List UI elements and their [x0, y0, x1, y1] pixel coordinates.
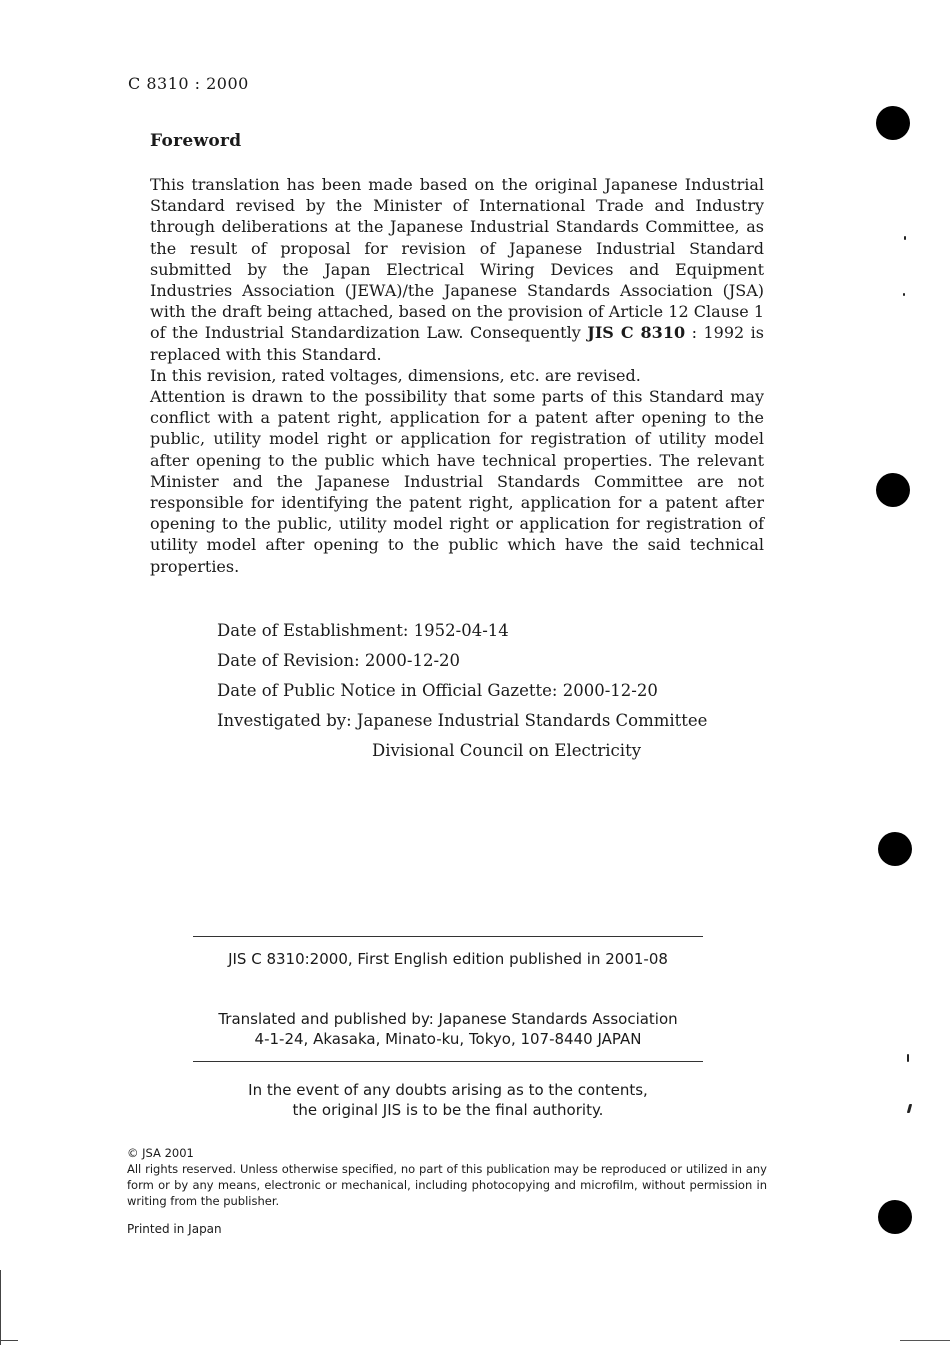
date-of-establishment: Date of Establishment: 1952-04-14 — [217, 621, 509, 640]
foreword-title: Foreword — [150, 131, 242, 151]
date-of-revision: Date of Revision: 2000-12-20 — [217, 651, 461, 670]
authority-note — [193, 1080, 703, 1120]
page-edge-right-bottom — [900, 1340, 950, 1341]
date-of-public-notice: Date of Public Notice in Official Gazette: 2000-12-20 — [217, 681, 658, 700]
printed-in: Printed in Japan — [127, 1222, 222, 1236]
foreword-body — [150, 174, 764, 577]
page-edge-left — [0, 1270, 1, 1345]
document-code-header: C 8310 : 2000 — [128, 74, 249, 93]
punch-hole-4 — [878, 1200, 912, 1234]
punch-hole-2 — [876, 473, 910, 507]
paragraph-1-text-end: : 1992 is replaced with this Standard. — [150, 323, 765, 364]
foreword-paragraph-1 — [150, 174, 764, 365]
divider-top — [193, 936, 703, 937]
scan-speck — [907, 1054, 909, 1062]
publisher-address: 4-1-24, Akasaka, Minato-ku, Tokyo, 107-8440 JAPAN — [254, 1030, 642, 1048]
foreword-paragraph-2: In this revision, rated voltages, dimensions, etc. are revised. — [150, 365, 641, 385]
publisher-block — [193, 1009, 703, 1049]
rights-statement: All rights reserved. Unless otherwise specified, no part of this publication may be reproduced or utilized in any form or by any means, electronic or mechanical, including photocopying and microfilm, without permission in writing from the publisher. — [127, 1162, 767, 1208]
punch-hole-3 — [878, 832, 912, 866]
investigated-by-council: Divisional Council on Electricity — [372, 741, 642, 760]
authority-line-2: the original JIS is to be the final authority. — [292, 1101, 604, 1119]
dates-block — [217, 616, 707, 766]
paragraph-1-text: This translation has been made based on the original Japanese Industrial Standard revised by the Minister of International Trade and Industry through deliberations at the Japanese Industrial Standards Committee, as the result of proposal for revision of Japanese Industrial Standard submitted by the Japan Electrical Wiring Devices and Equipment Industries Association (JEWA)/the Japanese Standards Association (JSA) with the draft being attached, based on the provision of Article 12 Clause 1 of the Industrial Standardization Law. Consequently — [150, 175, 764, 343]
standard-reference: JIS C 8310 — [587, 323, 686, 343]
copyright-notice: © JSA 2001 — [127, 1146, 194, 1160]
authority-line-1: In the event of any doubts arising as to the contents, — [248, 1081, 648, 1099]
page-edge-bottom — [0, 1340, 18, 1341]
copyright-block — [127, 1145, 767, 1209]
scan-speck — [907, 1104, 912, 1113]
divider-bottom — [193, 1061, 703, 1062]
edition-line: JIS C 8310:2000, First English edition published in 2001-08 — [228, 950, 668, 968]
scan-speck — [904, 236, 906, 240]
publisher-name: Translated and published by: Japanese Standards Association — [218, 1010, 678, 1028]
scan-speck — [903, 293, 905, 296]
foreword-paragraph-3: Attention is drawn to the possibility that some parts of this Standard may conflict with a patent right, application for a patent after opening to the public, utility model right or application for registration of utility model after opening to the public which have technical properties. The relevant Minister and the Japanese Industrial Standards Committee are not responsible for identifying the patent right, application for a patent after opening to the public, utility model right or application for registration of utility model after opening to the public which have the said technical properties. — [150, 387, 764, 576]
punch-hole-1 — [876, 106, 910, 140]
investigated-by: Investigated by: Japanese Industrial Standards Committee — [217, 711, 708, 730]
